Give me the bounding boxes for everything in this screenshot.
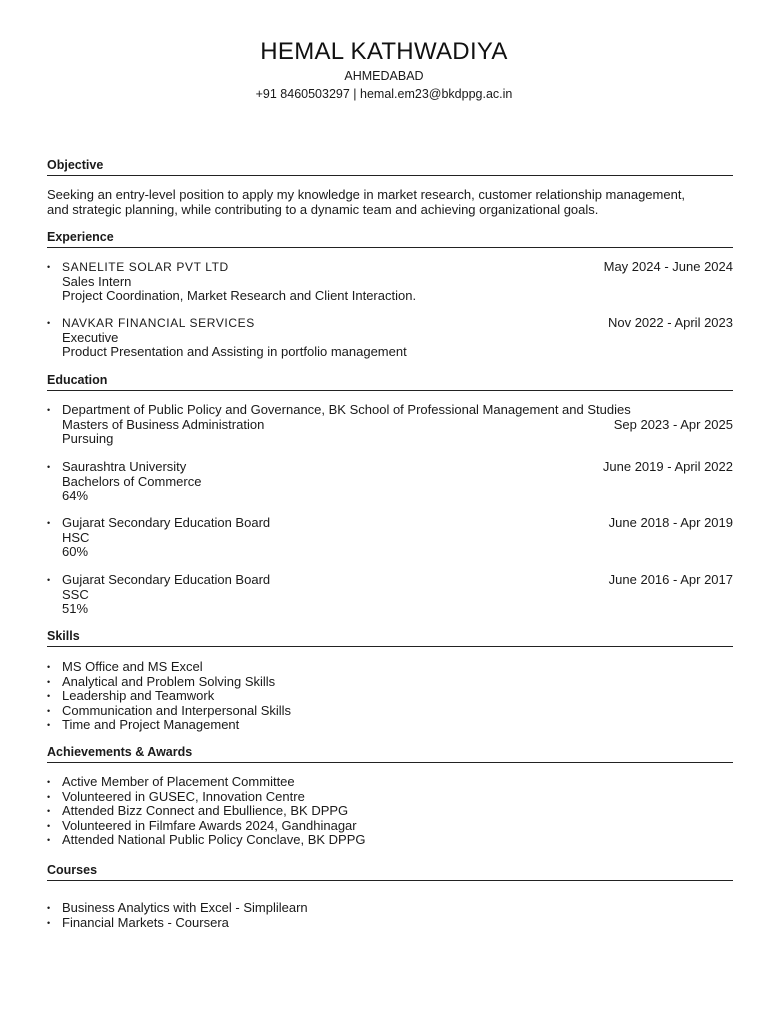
- courses-section: [47, 862, 733, 881]
- list-item: [47, 689, 733, 704]
- bullet-icon: •: [47, 676, 51, 687]
- objective-line-1: Seeking an entry-level position to apply my knowledge in market research, customer relationship management,: [47, 187, 686, 202]
- education-result: Pursuing: [62, 431, 114, 446]
- list-item: [47, 660, 733, 675]
- bullet-icon: •: [47, 720, 51, 730]
- list-item: [47, 819, 733, 834]
- list-item: [47, 790, 733, 805]
- bullet-icon: •: [47, 575, 51, 585]
- list-item: [47, 775, 733, 790]
- achievement-item: Attended Bizz Connect and Ebullience, BK DPPG: [62, 803, 349, 818]
- experience-section: [47, 229, 733, 248]
- achievements-list: [47, 775, 733, 848]
- achievement-item: Volunteered in GUSEC, Innovation Centre: [62, 788, 305, 804]
- bullet-icon: •: [47, 691, 51, 701]
- education-institution: Saurashtra University: [62, 459, 187, 474]
- education-degree: Bachelors of Commerce: [62, 473, 202, 489]
- education-dates: June 2018 - Apr 2019: [608, 515, 733, 530]
- experience-org: NAVKAR FINANCIAL SERVICES: [62, 316, 255, 330]
- list-item: [47, 916, 733, 931]
- bullet-icon: •: [47, 262, 51, 272]
- education-degree: HSC: [62, 529, 90, 545]
- bullet-icon: •: [47, 835, 51, 845]
- section-divider: [47, 646, 733, 647]
- bullet-icon: •: [47, 903, 51, 913]
- education-result: 64%: [62, 488, 89, 503]
- course-item: Financial Markets - Coursera: [62, 914, 229, 930]
- education-degree: Masters of Business Administration: [62, 416, 265, 432]
- candidate-city: AHMEDABAD: [344, 69, 424, 83]
- achievement-item: Active Member of Placement Committee: [62, 774, 295, 789]
- bullet-icon: •: [47, 820, 51, 831]
- courses-list: [47, 901, 733, 930]
- education-institution: Gujarat Secondary Education Board: [62, 572, 271, 587]
- skills-section: [47, 628, 733, 647]
- bullet-icon: •: [47, 705, 51, 716]
- experience-dates: May 2024 - June 2024: [603, 259, 733, 274]
- list-item: [47, 718, 733, 733]
- bullet-icon: •: [47, 662, 51, 672]
- section-divider: [47, 390, 733, 391]
- section-title-skills: Skills: [47, 629, 80, 643]
- skill-item: Communication and Interpersonal Skills: [62, 702, 292, 718]
- bullet-icon: •: [47, 917, 51, 928]
- skill-item: Leadership and Teamwork: [62, 688, 215, 703]
- section-title-education: Education: [47, 373, 108, 387]
- achievements-section: [47, 744, 733, 763]
- bullet-icon: •: [47, 806, 51, 816]
- bullet-icon: •: [47, 318, 51, 328]
- skill-item: Time and Project Management: [62, 717, 240, 732]
- experience-org: SANELITE SOLAR PVT LTD: [62, 260, 229, 274]
- course-item: Business Analytics with Excel - Simplilearn: [62, 900, 308, 915]
- education-result: 51%: [62, 601, 89, 616]
- section-divider: [47, 880, 733, 881]
- section-divider: [47, 175, 733, 176]
- bullet-icon: •: [47, 791, 51, 802]
- achievement-item: Volunteered in Filmfare Awards 2024, Gandhinagar: [62, 817, 357, 833]
- education-degree: SSC: [62, 586, 89, 602]
- skill-item: Analytical and Problem Solving Skills: [62, 673, 276, 689]
- bullet-icon: •: [47, 462, 51, 472]
- list-item: [47, 704, 733, 719]
- section-divider: [47, 762, 733, 763]
- experience-role: Sales Intern: [62, 273, 132, 289]
- candidate-name: HEMAL KATHWADIYA: [260, 38, 508, 65]
- education-dates: June 2016 - Apr 2017: [608, 572, 733, 587]
- contact-line: +91 8460503297 | hemal.em23@bkdppg.ac.in: [255, 87, 513, 101]
- skills-list: [47, 660, 733, 733]
- skill-item: MS Office and MS Excel: [62, 659, 203, 674]
- education-result: 60%: [62, 544, 89, 559]
- education-institution: Department of Public Policy and Governance, BK School of Professional Management and Studies: [62, 402, 631, 417]
- bullet-icon: •: [47, 518, 51, 528]
- list-item: [47, 804, 733, 819]
- list-item: [47, 901, 733, 916]
- bullet-icon: •: [47, 405, 51, 415]
- experience-desc: Project Coordination, Market Research and Client Interaction.: [62, 288, 417, 303]
- education-dates: June 2019 - April 2022: [602, 459, 733, 474]
- experience-dates: Nov 2022 - April 2023: [607, 315, 733, 330]
- list-item: [47, 833, 733, 848]
- objective-line-2: and strategic planning, while contributing to a dynamic team and achieving organizational goals.: [47, 202, 599, 217]
- experience-desc: Product Presentation and Assisting in portfolio management: [62, 344, 407, 359]
- section-divider: [47, 247, 733, 248]
- education-institution: Gujarat Secondary Education Board: [62, 515, 271, 530]
- objective-section: [47, 157, 733, 217]
- section-title-objective: Objective: [47, 158, 104, 172]
- bullet-icon: •: [47, 777, 51, 787]
- section-title-courses: Courses: [47, 863, 98, 877]
- section-title-achievements: Achievements & Awards: [47, 745, 193, 759]
- achievement-item: Attended National Public Policy Conclave, BK DPPG: [62, 832, 366, 847]
- section-title-experience: Experience: [47, 230, 114, 244]
- education-dates: Sep 2023 - Apr 2025: [613, 416, 733, 432]
- education-section: [47, 372, 733, 391]
- experience-role: Executive: [62, 329, 119, 345]
- list-item: [47, 675, 733, 690]
